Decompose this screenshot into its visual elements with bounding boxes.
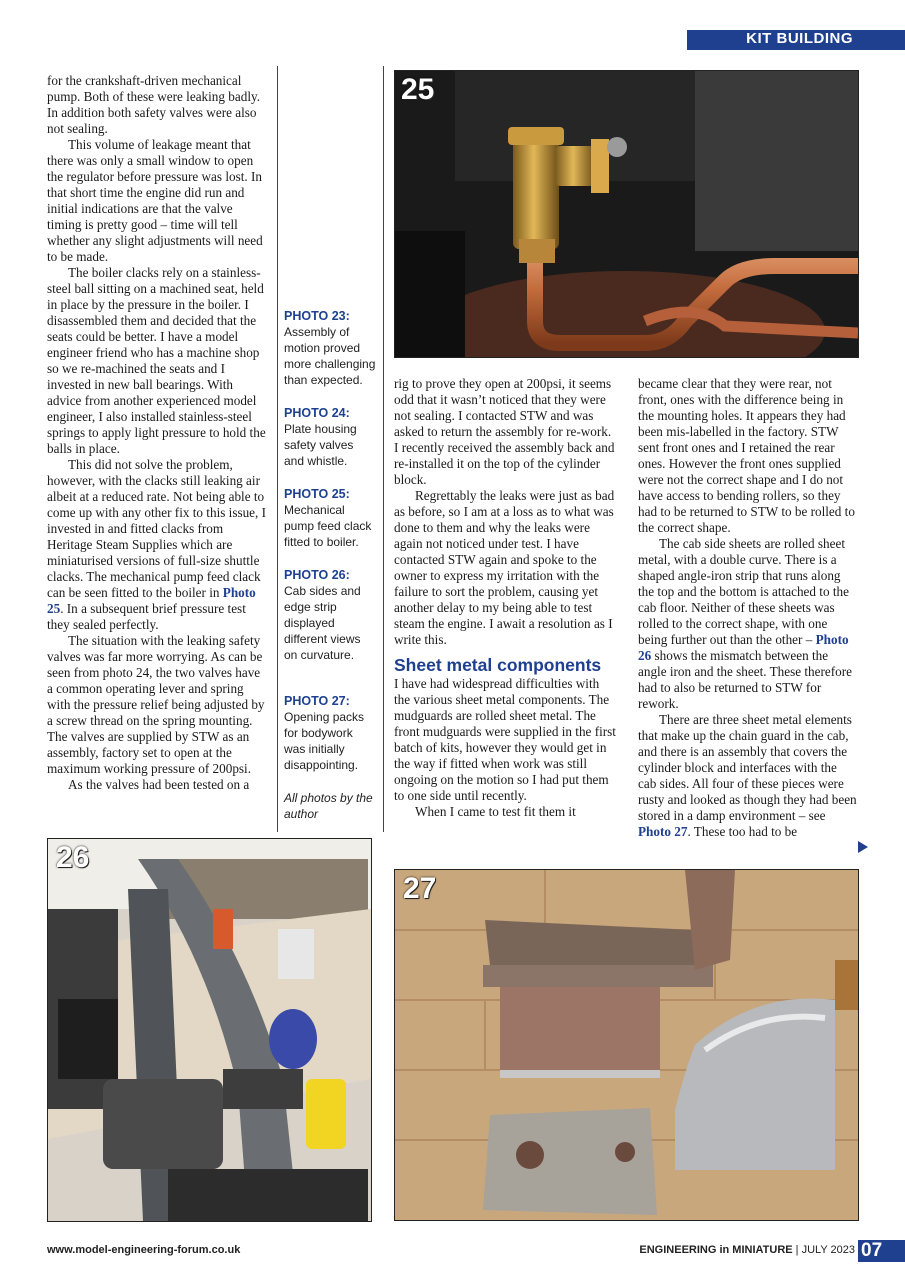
text-run: . These too had to be xyxy=(687,824,798,839)
text-run: shows the mismatch between the angle iron and the sheet. These therefore had to also be returned to STW for rework. xyxy=(638,648,852,711)
paragraph xyxy=(638,536,858,712)
publication-line xyxy=(615,1244,855,1256)
photo-number: 26 xyxy=(56,841,90,874)
paragraph: The boiler clacks rely on a stainless-steel ball sitting on a machined seat, held in place by the pressure in the boiler. I disassembled them and decided that the seats could be better. I have a model engineer friend who has a machine shop so we re-machined the seats and I invested in new ball bearings. With advice from another experienced model engineer, I also installed stainless-steel springs to apply light pressure to hold the balls in place. xyxy=(47,265,266,456)
section-heading: Sheet metal components xyxy=(394,655,602,675)
photo-27-sheet-metal-parts xyxy=(394,869,859,1221)
text-run: The cab side sheets are rolled sheet metal, with a double curve. There is a shaped angle-iron strip that runs along the top and the bottom is attached to the cab floor. Neither of these sheets was rolled to the correct shape, with one being further out than the other – xyxy=(638,536,849,647)
paragraph: As the valves had been tested on a xyxy=(68,777,250,792)
photo-26-reference: Photo 26 xyxy=(638,632,849,663)
paragraph: The situation with the leaking safety valves was far more worrying. As can be seen from photo 24, the two valves have a common operating lever and spring with the pressure relief being adjusted by a screw thread on the spring mounting. The valves are supplied by STW as an assembly, factory set to open at the maximum working pressure of 200psi. xyxy=(47,633,265,776)
continue-arrow-icon xyxy=(858,841,868,853)
header-rule xyxy=(687,48,905,50)
photo-27-reference: Photo 27 xyxy=(638,824,688,839)
photo-25-reference: Photo 25 xyxy=(47,585,256,616)
caption-title: PHOTO 25: xyxy=(284,487,350,501)
publication-name: ENGINEERING in MINIATURE xyxy=(639,1244,793,1256)
photo-25-image xyxy=(395,71,858,357)
photo-number: 27 xyxy=(403,872,437,905)
caption-photo-25 xyxy=(284,486,376,550)
caption-text: Opening packs for bodywork was initially disappointing. xyxy=(284,710,365,772)
caption-photo-24 xyxy=(284,405,376,469)
caption-photo-26 xyxy=(284,567,376,663)
article-column-4 xyxy=(638,376,858,840)
photo-26-image xyxy=(48,839,371,1221)
caption-photo-27 xyxy=(284,693,376,773)
caption-title: PHOTO 26: xyxy=(284,568,350,582)
text-run: There are three sheet metal elements that make up the chain guard in the cab, and there is an assembly that covers the cylinder block and interfaces with the cab sides. All four of these pieces were rusty and looked as though they had been stored in a damp environment – see xyxy=(638,712,857,823)
paragraph: rig to prove they open at 200psi, it seems odd that it wasn’t noticed that they were not sealing. I contacted STW and was asked to return the assembly for re-work. I recently received the assembly back and re-installed it on the top of the cylinder block. xyxy=(394,376,615,487)
caption-title: PHOTO 23: xyxy=(284,309,350,323)
photo-credit: All photos by the author xyxy=(284,791,373,821)
caption-title: PHOTO 24: xyxy=(284,406,350,420)
paragraph: became clear that they were rear, not front, ones with the difference being in the mounting holes. It appears they had been mis-labelled in the factory. STW sent front ones and I retained the rear ones. However the front ones supplied were not the correct shape and I do not have access to bending rollers, so they had to be returned to STW to be rolled to the correct shape. xyxy=(638,376,855,535)
text-run: . In a subsequent brief pressure test they sealed perfectly. xyxy=(47,601,246,632)
caption-photo-23 xyxy=(284,308,376,388)
photo-27-image xyxy=(395,870,858,1220)
caption-title: PHOTO 27: xyxy=(284,694,350,708)
paragraph xyxy=(47,457,269,633)
column-divider xyxy=(383,66,384,832)
photo-number: 25 xyxy=(401,73,435,106)
paragraph: I have had widespread difficulties with the various sheet metal components. The mudguards are rolled sheet metal. The front mudguards were supplied in the first batch of kits, however they would get in the way if fitted when work was still ongoing on the motion so I had put them to one side until recently. xyxy=(394,676,616,803)
paragraph: Regrettably the leaks were just as bad as before, so I am at a loss as to what was done to them and why the leaks were again not noticed under test. I have contacted STW again and spoke to the owner to express my irritation with the failure to sort the problem, causing yet another delay to my being able to test steam the engine. I await a resolution as I write this. xyxy=(394,488,615,647)
section-tag: KIT BUILDING xyxy=(687,30,905,48)
caption-text: Plate housing safety valves and whistle. xyxy=(284,422,357,468)
text-run: This did not solve the problem, however, with the clacks still leaking air albeit at a reduced rate. Not being able to come up with any other fix to this issue, I invested in and fitted clacks from Heritage Steam Supplies which are miniaturised versions of full-size shuttle clacks. The mechanical pump feed clack can be seen fitted to the boiler in xyxy=(47,457,267,600)
article-column-1 xyxy=(47,73,269,793)
paragraph xyxy=(638,712,858,840)
website-url: www.model-engineering-forum.co.uk xyxy=(47,1244,241,1256)
page-number: 07 xyxy=(858,1240,905,1262)
article-column-3 xyxy=(394,376,616,820)
paragraph: When I came to test fit them it xyxy=(415,804,576,819)
photo-26-cab-sides xyxy=(47,838,372,1222)
caption-text: Mechanical pump feed clack fitted to boiler. xyxy=(284,503,372,549)
caption-text: Assembly of motion proved more challenging than expected. xyxy=(284,325,376,387)
paragraph: This volume of leakage meant that there was only a small window to open the regulator before pressure was lost. In that short time the engine did run and initial indications are that the valve timing is pretty good – time will tell whether any slight adjustments will need to be made. xyxy=(47,137,263,264)
caption-text: Cab sides and edge strip displayed different views on curvature. xyxy=(284,584,361,662)
issue-date: | JULY 2023 xyxy=(795,1244,855,1256)
paragraph: for the crankshaft-driven mechanical pump. Both of these were leaking badly. In addition both safety valves were also not sealing. xyxy=(47,73,261,136)
photo-captions xyxy=(284,308,376,822)
column-divider xyxy=(277,66,278,832)
photo-25-boiler-clack xyxy=(394,70,859,358)
